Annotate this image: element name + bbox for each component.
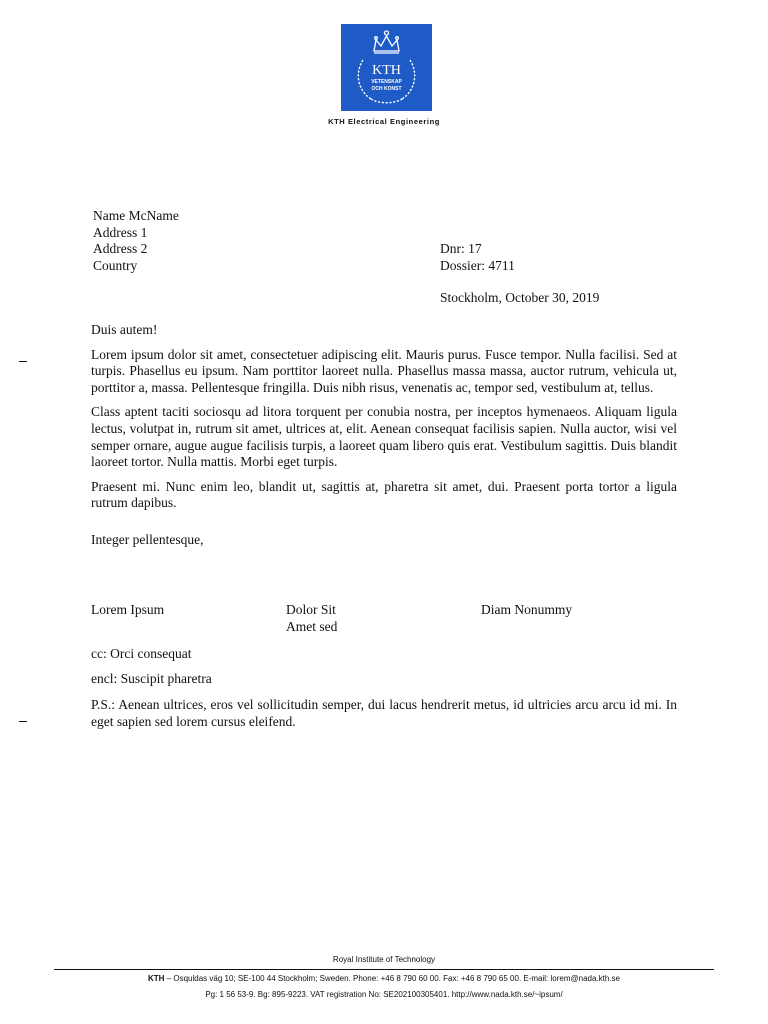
kth-crest-icon: [341, 24, 432, 111]
recipient-country: Country: [93, 257, 138, 273]
fold-mark: [19, 361, 27, 362]
closing-phrase: Integer pellentesque,: [91, 531, 204, 547]
signature-first: Lorem Ipsum: [91, 602, 165, 617]
body-paragraph: Praesent mi. Nunc enim leo, blandit ut, sagittis at, pharetra sit amet, dui. Praesent porta tortor a ligula rutrum dapibus.: [91, 478, 677, 511]
recipient-address: [93, 208, 179, 274]
footer-institution: Royal Institute of Technology: [332, 955, 436, 964]
svg-text:VETENSKAP: VETENSKAP: [371, 79, 402, 85]
dossier-number: Dossier: 4711: [440, 257, 515, 273]
fold-mark: [19, 721, 27, 722]
footer-contact-text: – Osquldas väg 10; SE-100 44 Stockholm; Sweden. Phone: +46 8 790 60 00. Fax: +46 8 790 65 00. E-mail: lorem@nada.kth.se: [164, 974, 620, 983]
body-paragraph: Class aptent taciti sociosqu ad litora torquent per conubia nostra, per inceptos hymenaeos. Aliquam ligula lectus, volutpat in, rutrum sit amet, ultrices at, elit. Aenean consequat facilisis sapien. Nulla auctor, wisi vel semper ornare, augue augue facilisis turpis, a laoreet quam libero quis erat. Vestibulum sagittis. Duis blandit laoreet tortor. Nulla mattis. Morbi eget turpis.: [91, 404, 677, 470]
cc-line: cc: Orci consequat: [91, 646, 192, 661]
footer-org: KTH: [148, 974, 165, 983]
dnr-number: Dnr: 17: [440, 241, 482, 256]
svg-text:OCH KONST: OCH KONST: [371, 86, 402, 92]
recipient-address-1: Address 1: [93, 224, 148, 240]
opening-salutation: Duis autem!: [91, 322, 158, 337]
footer-contact-line: [0, 974, 768, 983]
postscript: P.S.: Aenean ultrices, eros vel sollicitudin semper, dui lacus hendrerit metus, id ultricies arcu arcu id mi. In eget sapien sed lorem cursus eleifend.: [91, 697, 677, 729]
signature-second: [286, 602, 337, 635]
recipient-address-2: Address 2: [93, 241, 148, 257]
footer-divider: [54, 969, 714, 970]
footer-registration-line: Pg: 1 56 53-9. Bg: 895-9223. VAT registration No: SE202100305401. http://www.nada.kth.se/~ipsum/: [205, 990, 563, 999]
department-name: KTH Electrical Engineering: [328, 117, 440, 126]
signature-third: Diam Nonummy: [481, 602, 573, 617]
body-paragraph: Lorem ipsum dolor sit amet, consectetuer adipiscing elit. Mauris purus. Fusce tempor. Nulla facilisi. Sed at turpis. Phasellus eu ipsum. Nam porttitor laoreet nulla. Phasellus massa massa, auctor rutrum, vehicula ut, porttitor a, massa. Pellentesque fringilla. Duis nibh risus, venenatis ac, tempor sed, vestibulum at, tellus.: [91, 346, 677, 395]
kth-logo: [341, 24, 432, 111]
signature-second-line1: Dolor Sit: [286, 602, 336, 617]
place-date: Stockholm, October 30, 2019: [440, 290, 600, 305]
enclosure-line: encl: Suscipit pharetra: [91, 671, 212, 686]
signature-second-line2: Amet sed: [286, 618, 338, 634]
svg-text:KTH: KTH: [372, 63, 401, 78]
recipient-name: Name McName: [93, 208, 179, 223]
letter-body: [91, 322, 677, 549]
reference-block: [440, 241, 515, 274]
